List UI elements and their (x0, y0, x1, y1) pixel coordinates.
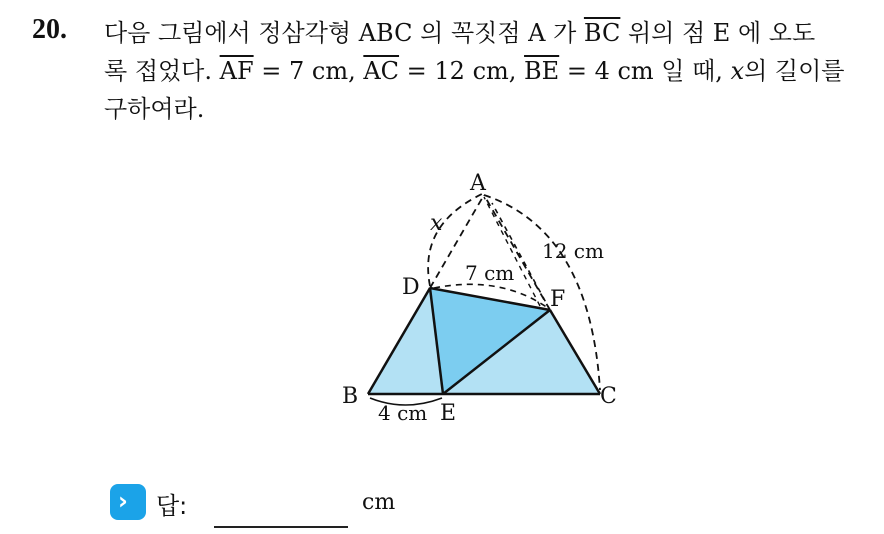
answer-blank[interactable] (214, 526, 348, 528)
text-part: 다음 그림에서 정삼각형 ABC 의 꼭짓점 A 가 (104, 19, 584, 47)
text-part: = 4 cm 일 때, (559, 57, 731, 85)
label-c: C (600, 384, 617, 409)
segment-ac: $\overline{AC}$ (363, 57, 400, 85)
text-part: 의 길이를 (744, 57, 845, 85)
label-x: x (430, 211, 443, 236)
label-d: D (402, 275, 420, 300)
problem-line-1 (104, 14, 864, 52)
label-a: A (470, 171, 486, 196)
triangle-figure (330, 160, 630, 430)
segment-be: $\overline{BE}$ (524, 57, 560, 85)
text-part: 위의 점 E 에 오도 (620, 19, 816, 47)
problem-text (104, 14, 864, 128)
problem-line-2 (104, 52, 864, 90)
chevron-right-icon: › (110, 484, 146, 520)
segment-af: $\overline{AF}$ (219, 57, 254, 85)
label-f: F (550, 287, 566, 312)
problem-number: 20. (32, 14, 67, 45)
text-part: = 7 cm, (253, 57, 364, 85)
label-ac-length: 12 cm (542, 239, 604, 263)
answer-unit: cm (362, 490, 396, 515)
label-be-length: 4 cm (378, 401, 428, 425)
dashed-fa (484, 195, 550, 310)
segment-bc: $\overline{BC}$ (583, 19, 621, 47)
answer-area (110, 482, 510, 532)
answer-label: 답: (156, 492, 188, 520)
text-part: = 12 cm, (399, 57, 525, 85)
variable-x: x (730, 57, 745, 85)
problem-line-3: 구하여라. (104, 95, 205, 123)
label-b: B (342, 384, 359, 409)
label-e: E (440, 401, 457, 426)
text-part: 록 접었다. (104, 57, 220, 85)
label-af-length: 7 cm (465, 261, 515, 285)
